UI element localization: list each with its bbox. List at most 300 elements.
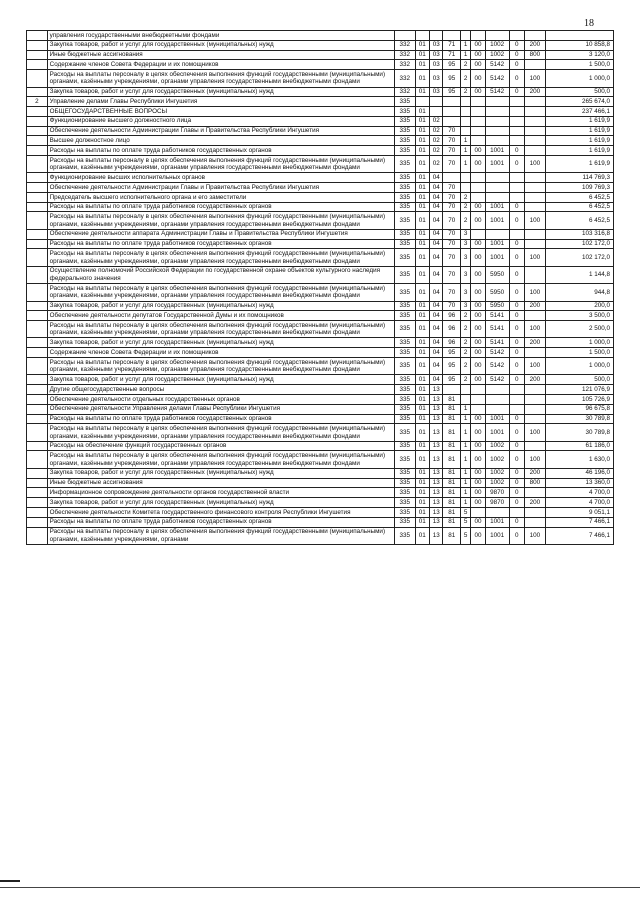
ministry-code-cell: 335 xyxy=(394,126,415,136)
table-row xyxy=(27,478,614,488)
amount-cell: 4 700,0 xyxy=(545,498,613,508)
subprogram-code-cell xyxy=(460,394,470,404)
event-code-cell: 00 xyxy=(471,40,485,50)
table-row xyxy=(27,488,614,498)
direction-code-cell: 1001 xyxy=(485,424,509,441)
table-row xyxy=(27,173,614,183)
table-row xyxy=(27,249,614,266)
amount-cell: 500,0 xyxy=(545,87,613,97)
row-number-cell xyxy=(27,424,48,441)
table-row xyxy=(27,40,614,50)
reserve-code-cell: 0 xyxy=(509,249,525,266)
ministry-code-cell: 335 xyxy=(394,385,415,395)
section-code-cell: 01 xyxy=(415,116,429,126)
subprogram-code-cell: 1 xyxy=(460,488,470,498)
subprogram-code-cell: 1 xyxy=(460,50,470,60)
program-code-cell: 95 xyxy=(443,348,461,358)
event-code-cell: 00 xyxy=(471,478,485,488)
subprogram-code-cell: 3 xyxy=(460,239,470,249)
direction-code-cell: 5142 xyxy=(485,375,509,385)
direction-code-cell: 5142 xyxy=(485,87,509,97)
section-code-cell: 01 xyxy=(415,107,429,117)
ministry-code-cell: 335 xyxy=(394,311,415,321)
event-code-cell xyxy=(471,192,485,202)
table-row xyxy=(27,50,614,60)
direction-code-cell xyxy=(485,507,509,517)
subsection-code-cell: 13 xyxy=(430,517,443,527)
program-code-cell: 96 xyxy=(443,321,461,338)
expense-type-code-cell: 200 xyxy=(525,87,546,97)
direction-code-cell: 1002 xyxy=(485,468,509,478)
item-name-cell: Обеспечение деятельности депутатов Государственной Думы и их помощников xyxy=(47,311,394,321)
reserve-code-cell: 0 xyxy=(509,146,525,156)
subprogram-code-cell: 2 xyxy=(460,212,470,229)
reserve-code-cell: 0 xyxy=(509,284,525,301)
expense-type-code-cell xyxy=(525,229,546,239)
subsection-code-cell: 04 xyxy=(430,249,443,266)
subprogram-code-cell: 3 xyxy=(460,249,470,266)
expense-type-code-cell: 100 xyxy=(525,451,546,468)
program-code-cell: 95 xyxy=(443,358,461,375)
direction-code-cell xyxy=(485,136,509,146)
ministry-code-cell: 335 xyxy=(394,348,415,358)
program-code-cell: 95 xyxy=(443,375,461,385)
program-code-cell: 81 xyxy=(443,441,461,451)
section-code-cell: 01 xyxy=(415,212,429,229)
expense-type-code-cell: 100 xyxy=(525,321,546,338)
amount-cell: 265 674,0 xyxy=(545,97,613,107)
direction-code-cell: 5141 xyxy=(485,321,509,338)
program-code-cell: 70 xyxy=(443,249,461,266)
amount-cell: 30 789,8 xyxy=(545,424,613,441)
ministry-code-cell: 335 xyxy=(394,375,415,385)
row-number-cell xyxy=(27,507,48,517)
row-number-cell xyxy=(27,146,48,156)
table-row xyxy=(27,126,614,136)
ministry-code-cell: 335 xyxy=(394,97,415,107)
row-number-cell xyxy=(27,338,48,348)
item-name-cell: Закупка товаров, работ и услуг для государственных (муниципальных) нужд xyxy=(47,87,394,97)
item-name-cell: Расходы на выплаты персоналу в целях обеспечения выполнения функций государственными (муниципальными) органами, казёнными учреждениями, органами управления государственными внебюджетными фондами xyxy=(47,212,394,229)
row-number-cell xyxy=(27,116,48,126)
program-code-cell xyxy=(443,107,461,117)
subsection-code-cell: 13 xyxy=(430,498,443,508)
subsection-code-cell: 13 xyxy=(430,488,443,498)
program-code-cell: 70 xyxy=(443,284,461,301)
subprogram-code-cell xyxy=(460,31,470,41)
subprogram-code-cell: 3 xyxy=(460,229,470,239)
ministry-code-cell: 335 xyxy=(394,424,415,441)
subsection-code-cell: 04 xyxy=(430,348,443,358)
subprogram-code-cell: 1 xyxy=(460,498,470,508)
row-number-cell xyxy=(27,87,48,97)
program-code-cell: 70 xyxy=(443,183,461,193)
program-code-cell: 81 xyxy=(443,478,461,488)
item-name-cell: Функционирование высших исполнительных органов xyxy=(47,173,394,183)
amount-cell xyxy=(545,31,613,41)
reserve-code-cell xyxy=(509,126,525,136)
subprogram-code-cell xyxy=(460,97,470,107)
direction-code-cell xyxy=(485,394,509,404)
row-number-cell xyxy=(27,375,48,385)
table-row xyxy=(27,212,614,229)
ministry-code-cell: 335 xyxy=(394,183,415,193)
subsection-code-cell: 04 xyxy=(430,173,443,183)
subprogram-code-cell: 5 xyxy=(460,517,470,527)
reserve-code-cell: 0 xyxy=(509,301,525,311)
reserve-code-cell: 0 xyxy=(509,375,525,385)
program-code-cell: 71 xyxy=(443,40,461,50)
event-code-cell: 00 xyxy=(471,155,485,172)
table-row xyxy=(27,116,614,126)
subsection-code-cell: 04 xyxy=(430,229,443,239)
table-row xyxy=(27,229,614,239)
direction-code-cell: 1001 xyxy=(485,239,509,249)
event-code-cell: 00 xyxy=(471,441,485,451)
direction-code-cell xyxy=(485,97,509,107)
expense-type-code-cell xyxy=(525,183,546,193)
expense-type-code-cell xyxy=(525,348,546,358)
expense-type-code-cell xyxy=(525,385,546,395)
event-code-cell: 00 xyxy=(471,321,485,338)
amount-cell: 1 619,9 xyxy=(545,136,613,146)
subsection-code-cell: 04 xyxy=(430,239,443,249)
event-code-cell: 00 xyxy=(471,498,485,508)
amount-cell: 9 051,1 xyxy=(545,507,613,517)
expense-type-code-cell xyxy=(525,116,546,126)
amount-cell: 500,0 xyxy=(545,375,613,385)
subsection-code-cell: 03 xyxy=(430,40,443,50)
item-name-cell: Закупка товаров, работ и услуг для государственных (муниципальных) нужд xyxy=(47,301,394,311)
item-name-cell: Функционирование высшего должностного лица xyxy=(47,116,394,126)
program-code-cell: 95 xyxy=(443,70,461,87)
event-code-cell xyxy=(471,507,485,517)
section-code-cell: 01 xyxy=(415,478,429,488)
expense-type-code-cell xyxy=(525,202,546,212)
section-code-cell: 01 xyxy=(415,507,429,517)
ministry-code-cell: 335 xyxy=(394,414,415,424)
expense-type-code-cell: 100 xyxy=(525,249,546,266)
direction-code-cell: 5950 xyxy=(485,266,509,283)
subprogram-code-cell: 2 xyxy=(460,87,470,97)
subsection-code-cell: 02 xyxy=(430,136,443,146)
ministry-code-cell: 332 xyxy=(394,87,415,97)
amount-cell: 6 452,5 xyxy=(545,202,613,212)
subprogram-code-cell: 2 xyxy=(460,192,470,202)
reserve-code-cell xyxy=(509,183,525,193)
event-code-cell xyxy=(471,173,485,183)
amount-cell: 1 500,0 xyxy=(545,60,613,70)
event-code-cell: 00 xyxy=(471,311,485,321)
amount-cell: 7 466,1 xyxy=(545,527,613,544)
row-number-cell xyxy=(27,126,48,136)
row-number-cell xyxy=(27,249,48,266)
subsection-code-cell: 13 xyxy=(430,478,443,488)
event-code-cell: 00 xyxy=(471,146,485,156)
item-name-cell: Обеспечение деятельности Администрации Главы и Правительства Республики Ингушетия xyxy=(47,183,394,193)
item-name-cell: Осуществление полномочий Российской Федерации по государственной охране объектов культурного наследия федерального значения xyxy=(47,266,394,283)
direction-code-cell: 1001 xyxy=(485,249,509,266)
item-name-cell: Расходы на выплаты персоналу в целях обеспечения выполнения функций государственными (муниципальными) органами, казёнными учреждениями, органами управления государственными внебюджетными фондами xyxy=(47,284,394,301)
subprogram-code-cell: 3 xyxy=(460,266,470,283)
row-number-cell xyxy=(27,517,48,527)
subsection-code-cell: 04 xyxy=(430,358,443,375)
item-name-cell: Закупка товаров, работ и услуг для государственных (муниципальных) нужд xyxy=(47,468,394,478)
program-code-cell: 70 xyxy=(443,155,461,172)
direction-code-cell: 9870 xyxy=(485,488,509,498)
subprogram-code-cell: 1 xyxy=(460,136,470,146)
ministry-code-cell: 335 xyxy=(394,441,415,451)
ministry-code-cell: 335 xyxy=(394,284,415,301)
section-code-cell: 01 xyxy=(415,338,429,348)
section-code-cell: 01 xyxy=(415,424,429,441)
subprogram-code-cell: 5 xyxy=(460,507,470,517)
amount-cell: 237 466,1 xyxy=(545,107,613,117)
table-row xyxy=(27,507,614,517)
table-row xyxy=(27,284,614,301)
subsection-code-cell: 04 xyxy=(430,266,443,283)
row-number-cell: 2 xyxy=(27,97,48,107)
item-name-cell: Расходы на выплаты по оплате труда работников государственных органов xyxy=(47,414,394,424)
item-name-cell: Обеспечение деятельности Комитета государственного финансового контроля Республики Ингушетия xyxy=(47,507,394,517)
ministry-code-cell: 332 xyxy=(394,40,415,50)
expense-type-code-cell xyxy=(525,517,546,527)
section-code-cell: 01 xyxy=(415,358,429,375)
subprogram-code-cell xyxy=(460,173,470,183)
amount-cell: 105 726,9 xyxy=(545,394,613,404)
subprogram-code-cell: 2 xyxy=(460,70,470,87)
event-code-cell: 00 xyxy=(471,301,485,311)
subsection-code-cell: 03 xyxy=(430,87,443,97)
table-row xyxy=(27,239,614,249)
direction-code-cell xyxy=(485,192,509,202)
table-body xyxy=(27,31,614,545)
section-code-cell: 01 xyxy=(415,87,429,97)
table-row xyxy=(27,136,614,146)
expense-type-code-cell xyxy=(525,239,546,249)
direction-code-cell: 1001 xyxy=(485,146,509,156)
section-code-cell: 01 xyxy=(415,40,429,50)
row-number-cell xyxy=(27,404,48,414)
section-code-cell: 01 xyxy=(415,468,429,478)
program-code-cell: 71 xyxy=(443,50,461,60)
subsection-code-cell: 04 xyxy=(430,192,443,202)
item-name-cell: Расходы на выплаты персоналу в целях обеспечения выполнения функций государственными (муниципальными) органами, казёнными учреждениями, органами управления государственными внебюджетными фондами xyxy=(47,249,394,266)
direction-code-cell xyxy=(485,126,509,136)
table-row xyxy=(27,358,614,375)
expense-type-code-cell xyxy=(525,60,546,70)
subsection-code-cell xyxy=(430,107,443,117)
reserve-code-cell xyxy=(509,507,525,517)
subprogram-code-cell: 3 xyxy=(460,301,470,311)
amount-cell: 1 619,9 xyxy=(545,155,613,172)
reserve-code-cell: 0 xyxy=(509,424,525,441)
direction-code-cell: 5950 xyxy=(485,301,509,311)
subsection-code-cell: 13 xyxy=(430,507,443,517)
subsection-code-cell: 04 xyxy=(430,311,443,321)
subsection-code-cell: 02 xyxy=(430,146,443,156)
ministry-code-cell: 335 xyxy=(394,507,415,517)
expense-type-code-cell: 800 xyxy=(525,50,546,60)
direction-code-cell: 1002 xyxy=(485,50,509,60)
table-row xyxy=(27,60,614,70)
direction-code-cell: 1001 xyxy=(485,527,509,544)
reserve-code-cell: 0 xyxy=(509,414,525,424)
ministry-code-cell: 335 xyxy=(394,202,415,212)
row-number-cell xyxy=(27,311,48,321)
event-code-cell xyxy=(471,31,485,41)
event-code-cell: 00 xyxy=(471,87,485,97)
item-name-cell: управления государственными внебюджетными фондами xyxy=(47,31,394,41)
reserve-code-cell xyxy=(509,97,525,107)
reserve-code-cell: 0 xyxy=(509,527,525,544)
direction-code-cell xyxy=(485,116,509,126)
direction-code-cell xyxy=(485,183,509,193)
section-code-cell: 01 xyxy=(415,239,429,249)
table-row xyxy=(27,87,614,97)
section-code-cell: 01 xyxy=(415,498,429,508)
expense-type-code-cell: 100 xyxy=(525,424,546,441)
program-code-cell: 81 xyxy=(443,404,461,414)
subsection-code-cell: 13 xyxy=(430,414,443,424)
item-name-cell: Иные бюджетные ассигнования xyxy=(47,478,394,488)
direction-code-cell: 5142 xyxy=(485,358,509,375)
program-code-cell xyxy=(443,116,461,126)
subprogram-code-cell: 1 xyxy=(460,468,470,478)
reserve-code-cell: 0 xyxy=(509,87,525,97)
row-number-cell xyxy=(27,155,48,172)
row-number-cell xyxy=(27,40,48,50)
program-code-cell: 81 xyxy=(443,468,461,478)
table-row xyxy=(27,192,614,202)
event-code-cell xyxy=(471,107,485,117)
subsection-code-cell: 13 xyxy=(430,451,443,468)
scan-edge-mark xyxy=(0,880,20,882)
event-code-cell: 00 xyxy=(471,517,485,527)
ministry-code-cell: 335 xyxy=(394,338,415,348)
subsection-code-cell: 02 xyxy=(430,126,443,136)
event-code-cell: 00 xyxy=(471,348,485,358)
section-code-cell: 01 xyxy=(415,404,429,414)
item-name-cell: Расходы на выплаты по оплате труда работников государственных органов xyxy=(47,517,394,527)
row-number-cell xyxy=(27,107,48,117)
table-row xyxy=(27,97,614,107)
reserve-code-cell xyxy=(509,192,525,202)
reserve-code-cell: 0 xyxy=(509,70,525,87)
event-code-cell xyxy=(471,116,485,126)
row-number-cell xyxy=(27,192,48,202)
expense-type-code-cell xyxy=(525,404,546,414)
row-number-cell xyxy=(27,468,48,478)
direction-code-cell: 1001 xyxy=(485,212,509,229)
reserve-code-cell: 0 xyxy=(509,60,525,70)
program-code-cell: 81 xyxy=(443,394,461,404)
table-row xyxy=(27,517,614,527)
reserve-code-cell: 0 xyxy=(509,321,525,338)
reserve-code-cell xyxy=(509,116,525,126)
section-code-cell xyxy=(415,97,429,107)
section-code-cell: 01 xyxy=(415,173,429,183)
table-row xyxy=(27,321,614,338)
ministry-code-cell: 335 xyxy=(394,229,415,239)
direction-code-cell xyxy=(485,107,509,117)
subprogram-code-cell: 1 xyxy=(460,478,470,488)
direction-code-cell xyxy=(485,229,509,239)
section-code-cell: 01 xyxy=(415,394,429,404)
event-code-cell xyxy=(471,183,485,193)
event-code-cell xyxy=(471,97,485,107)
reserve-code-cell: 0 xyxy=(509,155,525,172)
program-code-cell: 70 xyxy=(443,212,461,229)
section-code-cell: 01 xyxy=(415,385,429,395)
row-number-cell xyxy=(27,31,48,41)
item-name-cell: Содержание членов Совета Федерации и их помощников xyxy=(47,60,394,70)
subsection-code-cell: 13 xyxy=(430,424,443,441)
reserve-code-cell: 0 xyxy=(509,239,525,249)
section-code-cell: 01 xyxy=(415,348,429,358)
item-name-cell: Расходы на выплаты персоналу в целях обеспечения выполнения функций государственными (муниципальными) органами, казёнными учреждениями, органами управления государственными внебюджетными фондами xyxy=(47,321,394,338)
direction-code-cell: 5142 xyxy=(485,70,509,87)
reserve-code-cell xyxy=(509,136,525,146)
reserve-code-cell xyxy=(509,31,525,41)
amount-cell: 96 675,8 xyxy=(545,404,613,414)
program-code-cell: 70 xyxy=(443,136,461,146)
item-name-cell: Расходы на выплаты персоналу в целях обеспечения выполнения функций государственными (муниципальными) органами, казёнными учреждениями, органами управления государственными внебюджетными фондами xyxy=(47,424,394,441)
amount-cell: 1 619,9 xyxy=(545,116,613,126)
amount-cell: 1 619,9 xyxy=(545,146,613,156)
reserve-code-cell: 0 xyxy=(509,478,525,488)
amount-cell: 10 858,8 xyxy=(545,40,613,50)
section-code-cell: 01 xyxy=(415,517,429,527)
amount-cell: 3 500,0 xyxy=(545,311,613,321)
item-name-cell: Управление делами Главы Республики Ингушетия xyxy=(47,97,394,107)
section-code-cell: 01 xyxy=(415,136,429,146)
table-row xyxy=(27,107,614,117)
reserve-code-cell: 0 xyxy=(509,311,525,321)
row-number-cell xyxy=(27,173,48,183)
program-code-cell: 81 xyxy=(443,424,461,441)
program-code-cell: 96 xyxy=(443,338,461,348)
reserve-code-cell xyxy=(509,404,525,414)
expense-type-code-cell: 200 xyxy=(525,375,546,385)
subsection-code-cell: 02 xyxy=(430,155,443,172)
table-row xyxy=(27,301,614,311)
row-number-cell xyxy=(27,385,48,395)
event-code-cell: 00 xyxy=(471,358,485,375)
expense-type-code-cell xyxy=(525,126,546,136)
item-name-cell: Расходы на выплаты персоналу в целях обеспечения выполнения функций государственными (муниципальными) органами, казёнными учреждениями, органами xyxy=(47,527,394,544)
expense-type-code-cell xyxy=(525,507,546,517)
row-number-cell xyxy=(27,136,48,146)
row-number-cell xyxy=(27,266,48,283)
ministry-code-cell: 335 xyxy=(394,301,415,311)
reserve-code-cell: 0 xyxy=(509,202,525,212)
program-code-cell: 81 xyxy=(443,498,461,508)
reserve-code-cell: 0 xyxy=(509,212,525,229)
ministry-code-cell: 335 xyxy=(394,498,415,508)
amount-cell: 1 000,0 xyxy=(545,338,613,348)
amount-cell: 121 076,9 xyxy=(545,385,613,395)
ministry-code-cell: 332 xyxy=(394,70,415,87)
section-code-cell: 01 xyxy=(415,50,429,60)
amount-cell: 1 619,9 xyxy=(545,126,613,136)
event-code-cell: 00 xyxy=(471,202,485,212)
table-row xyxy=(27,441,614,451)
row-number-cell xyxy=(27,239,48,249)
amount-cell: 7 466,1 xyxy=(545,517,613,527)
subprogram-code-cell: 2 xyxy=(460,202,470,212)
section-code-cell: 01 xyxy=(415,301,429,311)
